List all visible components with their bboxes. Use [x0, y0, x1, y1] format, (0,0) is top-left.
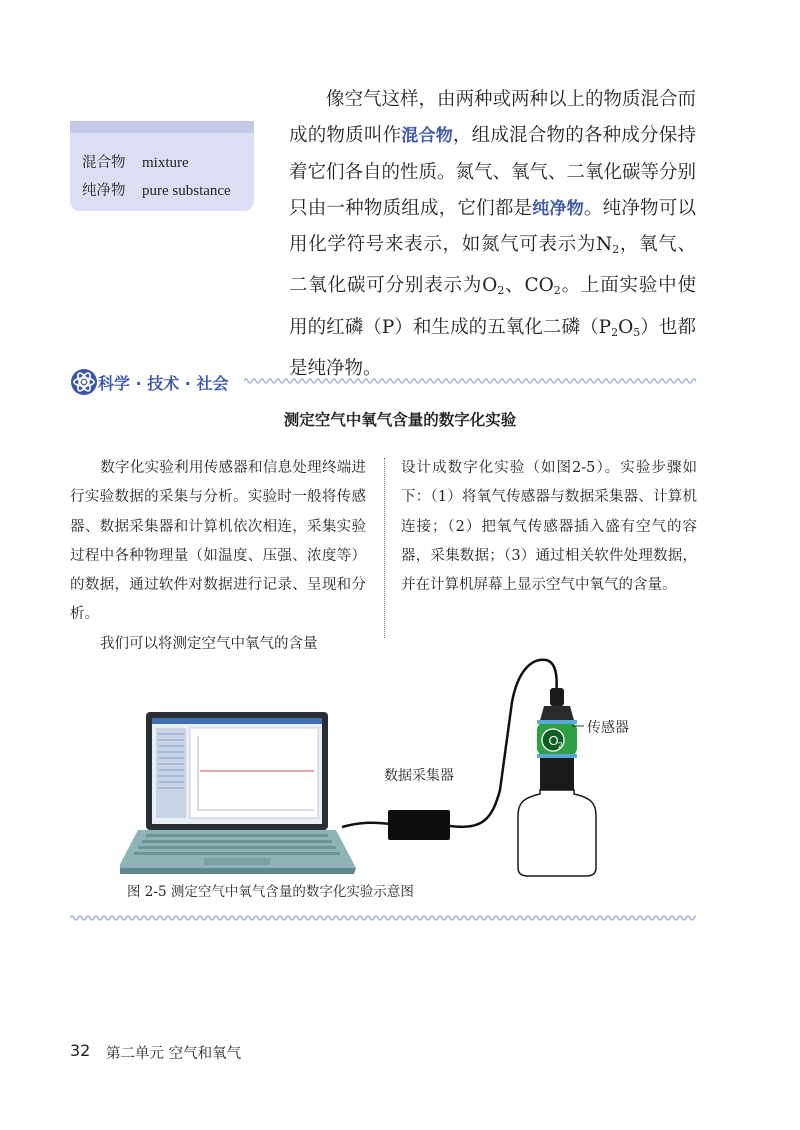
glossary-entry-mixture: 混合物 mixture: [82, 155, 189, 171]
left-paragraph-1: 数字化实验利用传感器和信息处理终端进行实验数据的采集与分析。实验时一般将传感器、数据采集器和计算机依次相连，采集实验过程中各种物理量（如温度、压强、浓度等）的数据，通过软件对数据进行记录、呈现和分析。: [70, 460, 366, 623]
term-pure-substance: 纯净物: [532, 198, 584, 219]
atom-icon: [70, 368, 98, 396]
data-collector: [388, 810, 450, 840]
sensor-label: 传感器: [587, 720, 629, 736]
figure-caption: 图 2-5 测定空气中氧气含量的数字化实验示意图: [127, 884, 414, 900]
main-paragraph: 像空气这样，由两种或两种以上的物质混合而成的物质叫作混合物，组成混合物的各种成分保持着它们各自的性质。氮气、氧气、二氧化碳等分别只由一种物质组成，它们都是纯净物。纯净物可以用化学符号来表示，如氮气可表示为$N_2$，氧气、二氧化碳可分别表示为$O_2$、$CO_2$。上面实验中使用的红磷（P）和生成的五氧化二磷$(P_2O_5)$也都是纯净物。: [289, 89, 697, 380]
laptop: [120, 712, 356, 874]
left-column: [70, 454, 366, 659]
page-number: 32: [70, 1041, 91, 1060]
figure-wave-divider: [70, 913, 696, 923]
gas-bottle: [518, 790, 596, 876]
article-title: 测定空气中氧气含量的数字化实验: [283, 411, 517, 429]
oxygen-sensor: [537, 688, 577, 794]
banner-wave-divider: [244, 376, 696, 386]
right-paragraph: 设计成数字化实验（如图2-5）。实验步骤如下：（1）将氧气传感器与数据采集器、计算机连接；（2）把氧气传感器插入盛有空气的容器，采集数据；（3）通过相关软件处理数据，并在计算机屏幕上显示空气中氧气的含量。: [401, 460, 697, 594]
section-banner-title: 科学 · 技术 · 社会: [98, 374, 229, 393]
glossary-header-bar: [70, 121, 254, 133]
footer-chapter-title: 第二单元 空气和氧气: [106, 1046, 242, 1062]
right-column: [401, 454, 697, 600]
glossary-entry-pure-substance: 纯净物 pure substance: [82, 183, 231, 199]
left-paragraph-2: 我们可以将测定空气中氧气的含量: [100, 635, 318, 652]
experiment-figure: [120, 650, 640, 880]
column-divider: [384, 458, 385, 638]
term-mixture: 混合物: [401, 126, 453, 147]
sensor-o2-symbol: O: [548, 733, 559, 748]
collector-label: 数据采集器: [384, 768, 454, 784]
sensor-o2-subscript: 2: [558, 741, 563, 750]
